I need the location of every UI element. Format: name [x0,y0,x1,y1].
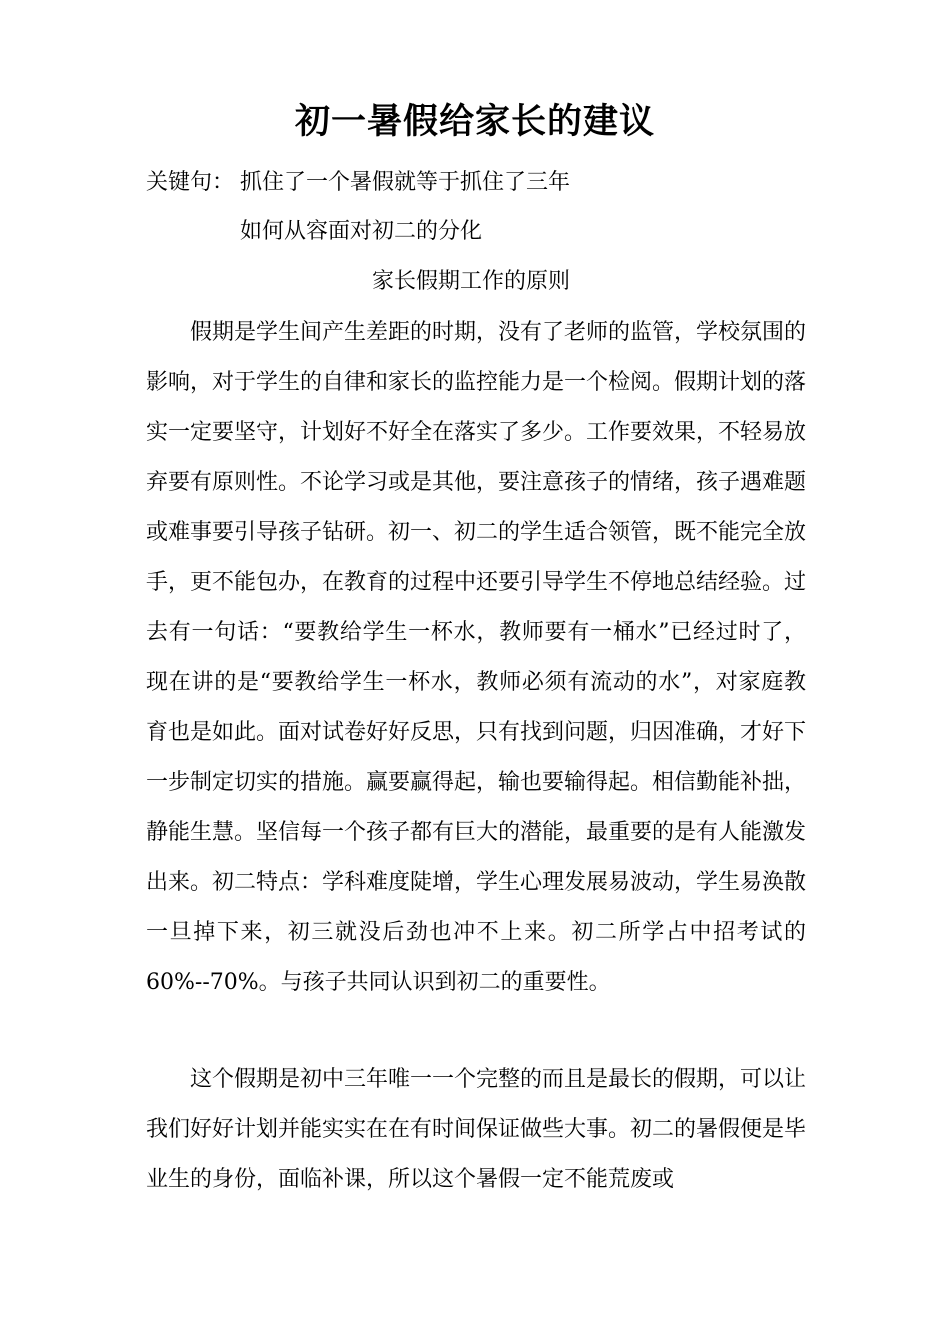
document-title: 初一暑假给家长的建议 [294,102,655,142]
keywords-label: 关键句： [146,170,235,195]
keyword-line-2: 如何从容面对初二的分化 [240,219,483,244]
keyword-line-1: 抓住了一个暑假就等于抓住了三年 [240,170,571,195]
body-paragraph-2: 这个假期是初中三年唯一一个完整的而且是最长的假期，可以让我们好好计划并能实实在在有时间保证做些大事。初二的暑假便是毕业生的身份，面临补课，所以这个暑假一定不能荒废或 [146,1067,807,1192]
body-paragraph-1: 假期是学生间产生差距的时期，没有了老师的监管，学校氛围的影响，对于学生的自律和家长的监控能力是一个检阅。假期计划的落实一定要坚守，计划好不好全在落实了多少。工作要效果，不轻易放弃要有原则性。不论学习或是其他，要注意孩子的情绪，孩子遇难题或难事要引导孩子钻研。初一、初二的学生适合领管，既不能完全放手，更不能包办，在教育的过程中还要引导学生不停地总结经验。过去有一句话：“要教给学生一杯水，教师要有一桶水”已经过时了，现在讲的是“要教给学生一杯水，教师必须有流动的水”，对家庭教育也是如此。面对试卷好好反思，只有找到问题，归因准确，才好下一步制定切实的措施。赢要赢得起，输也要输得起。相信勤能补拙，静能生慧。坚信每一个孩子都有巨大的潜能，最重要的是有人能激发出来。初二特点：学科难度陡增，学生心理发展易波动，学生易涣散一旦掉下来，初三就没后劲也冲不上来。初二所学占中招考试的60%--70%。与孩子共同认识到初二的重要性。 [146,320,807,995]
keyword-line-3: 家长假期工作的原则 [372,269,571,294]
